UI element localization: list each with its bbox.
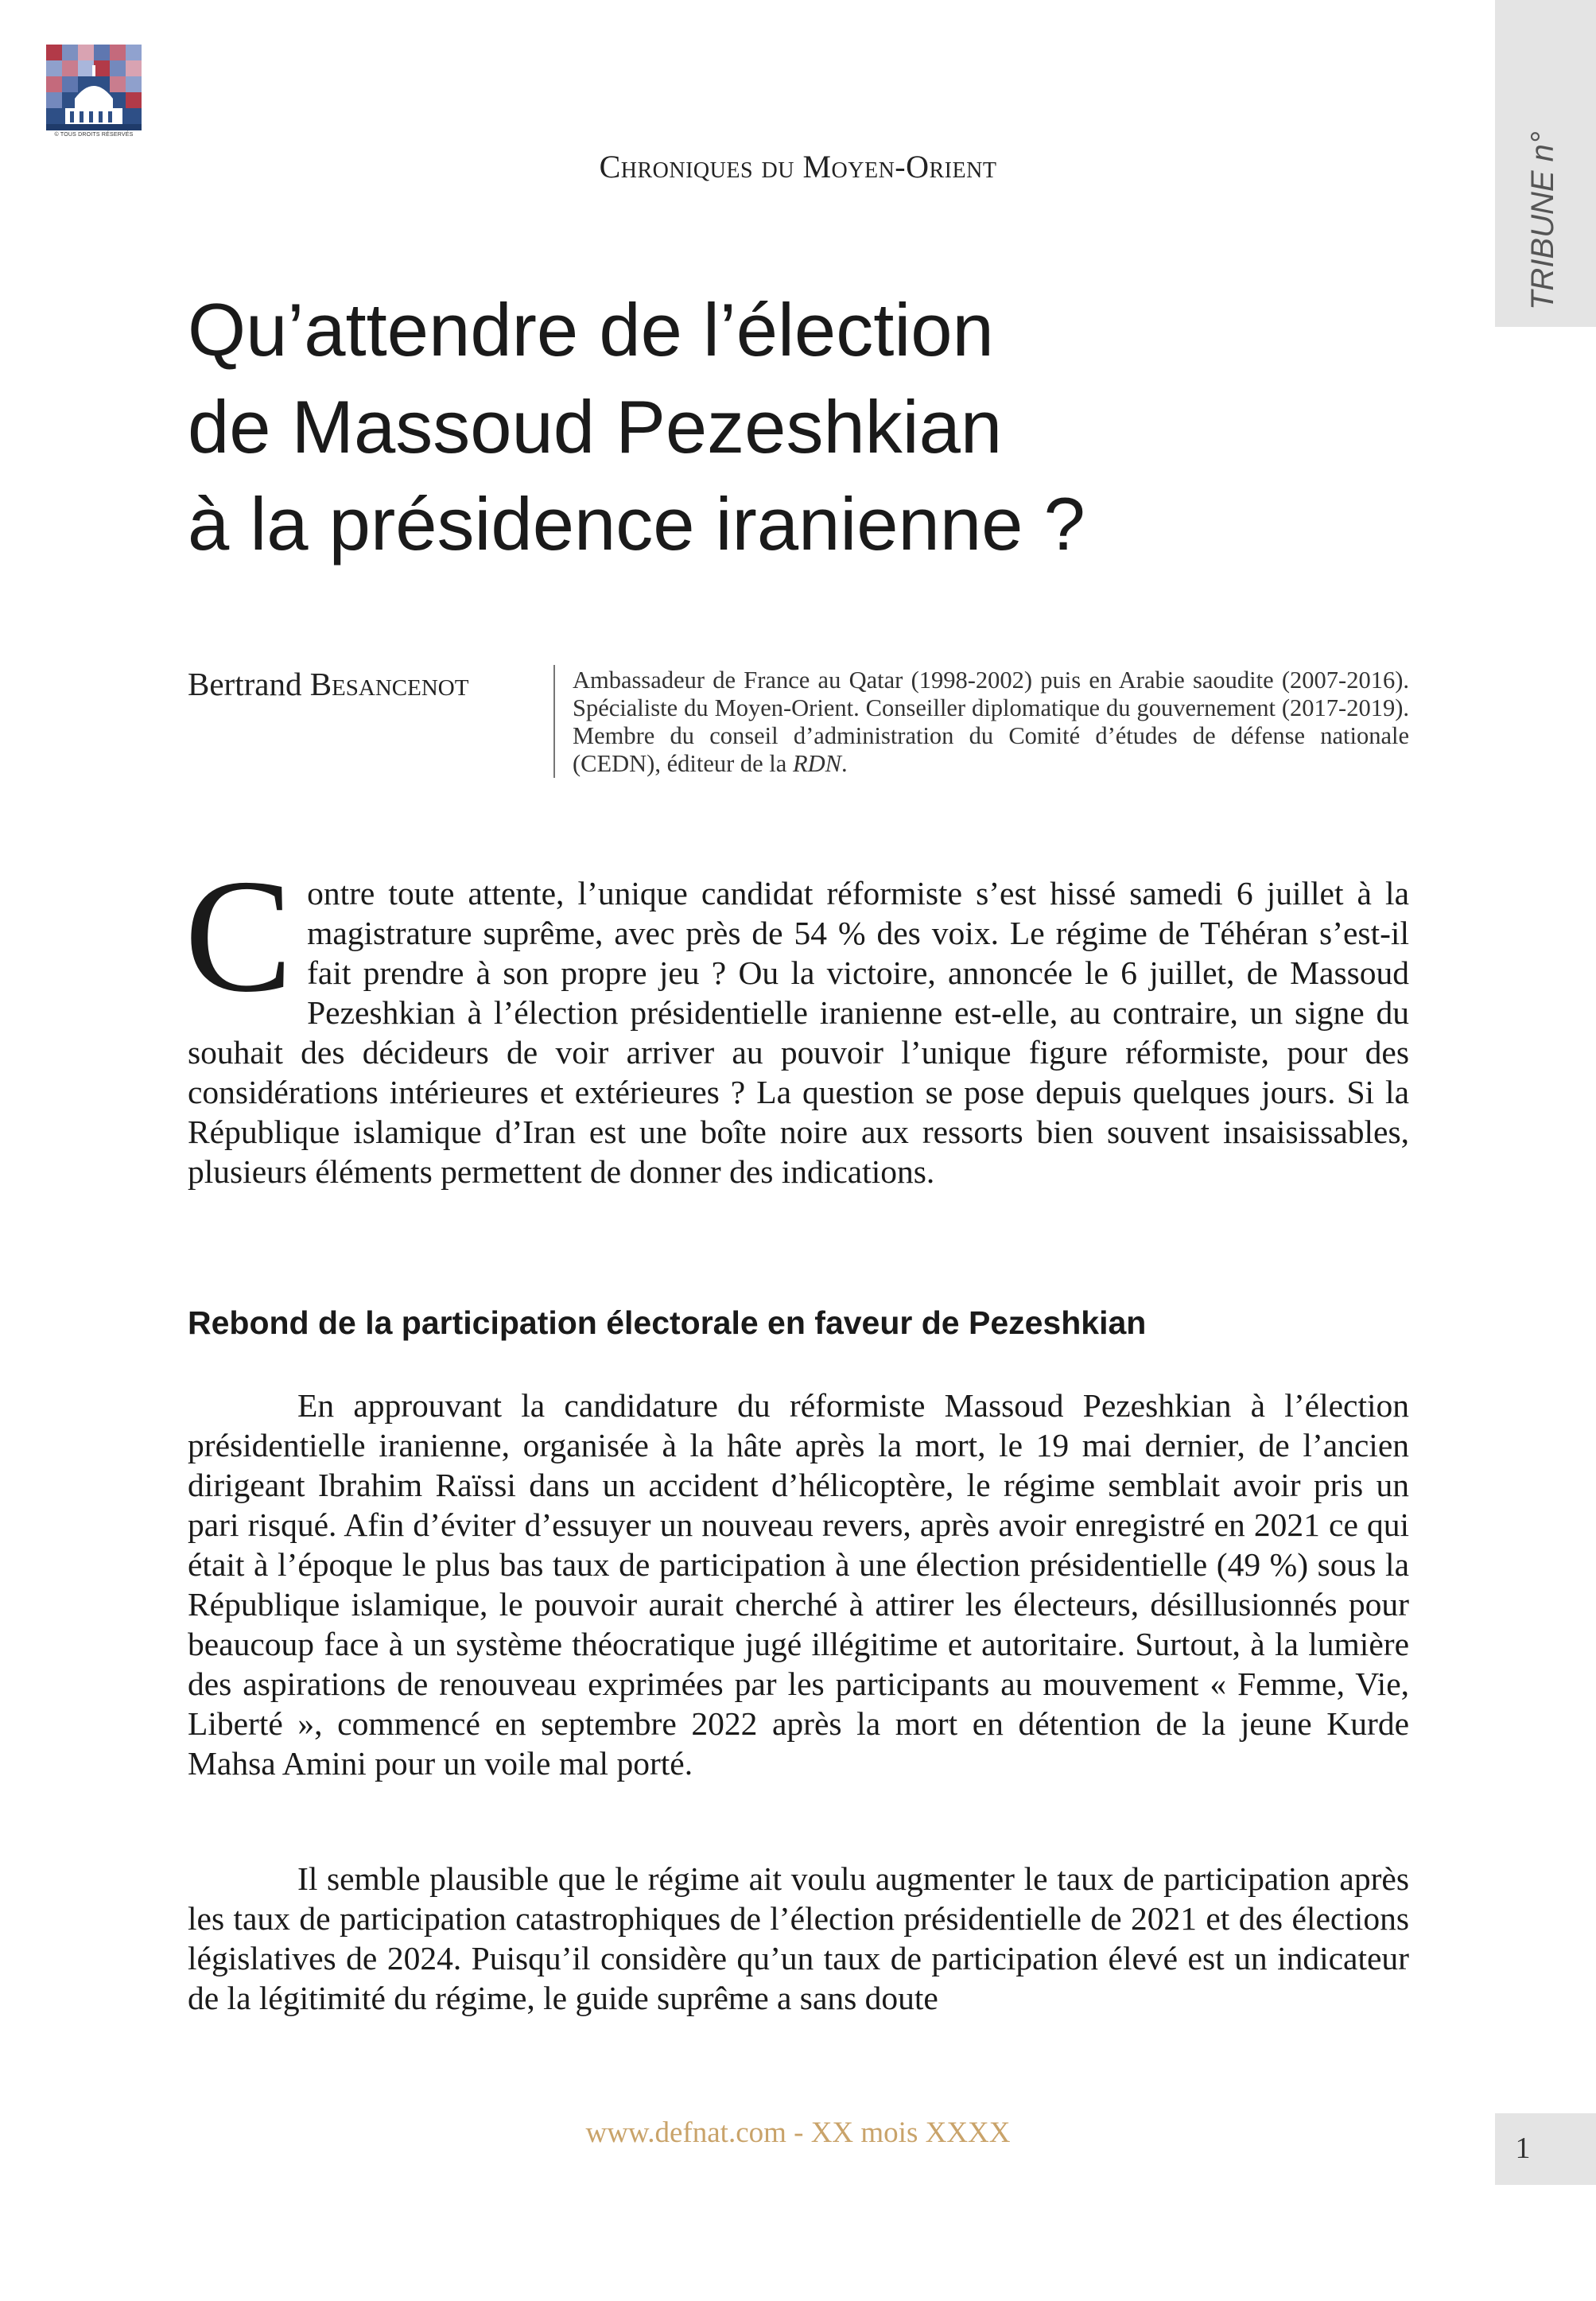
- drop-cap: C: [184, 846, 293, 1026]
- footer-link[interactable]: www.defnat.com - XX mois XXXX: [585, 2116, 1011, 2149]
- author-first-name: Bertrand: [188, 666, 302, 702]
- author-name: [188, 665, 468, 703]
- title-line: Qu’attendre de l’élection: [188, 288, 994, 371]
- logo-caption: © TOUS DROITS RÉSERVÉS: [54, 132, 134, 138]
- article-title: [188, 282, 1380, 573]
- title-line: à la présidence iranienne ?: [188, 482, 1085, 566]
- intro-text: ontre toute attente, l’unique candidat réformiste s’est hissé samedi 6 juillet à la magistrature suprême, avec près de 54 % des voix. Le régime de Téhéran s’est-il fait prendre à son propre jeu ? Ou la victoire, annoncée le 6 juillet, de Massoud Pezeshkian à l’élection présidentielle iranienne est-elle, au contraire, un signe du souhait des décideurs de voir arriver au pouvoir l’unique figure réformiste, pour des considérations intérieures et extérieures ? La question se pose depuis quelques jours. Si la République islamique d’Iran est une boîte noire aux ressorts bien souvent insaisissables, plusieurs éléments permettent de donner des indications.: [188, 875, 1409, 1190]
- author-last-name: Besancenot: [309, 666, 469, 702]
- side-tab-label: TRIBUNE n°: [1525, 131, 1560, 310]
- series-title: Chroniques du Moyen-Orient: [599, 149, 997, 185]
- paragraph-text: En approuvant la candidature du réformiste Massoud Pezeshkian à l’élection présidentielle iranienne, organisée à la hâte après la mort, le 19 mai dernier, de l’ancien dirigeant Ibrahim Raïssi dans un accident d’hélicoptère, le régime semblait avoir pris un pari risqué. Afin d’éviter d’essuyer un nouveau revers, après avoir enregistré en 2021 ce qui était à l’époque le plus bas taux de participation à une élection présidentielle (49 %) sous la République islamique, le pouvoir aurait cherché à attirer les électeurs, désillusionnés pour beaucoup face à un système théocratique jugé illégitime et autoritaire. Surtout, à la lumière des aspirations de renouveau exprimées par les participants au mouvement « Femme, Vie, Liberté », commencé en septembre 2022 après la mort en détention de la jeune Kurde Mahsa Amini pour un voile mal porté.: [188, 1387, 1409, 1782]
- section-heading: Rebond de la participation électorale en faveur de Pezeshkian: [188, 1304, 1147, 1341]
- body-paragraph: [188, 1859, 1409, 2018]
- dome-monument-logo-icon: [46, 45, 142, 130]
- body-paragraph: [188, 1386, 1409, 1783]
- publisher-logo: [46, 45, 142, 140]
- intro-paragraph: [184, 846, 1409, 1191]
- bio-divider: [553, 665, 555, 778]
- page-number-tab: [1495, 2113, 1596, 2185]
- paragraph-text: Il semble plausible que le régime ait voulu augmenter le taux de participation après les taux de participation catastrophiques de l’élection présidentielle de 2021 et des élections législatives de 2024. Puisqu’il considère qu’un taux de participation élevé est un indicateur de la légitimité du régime, le guide suprême a sans doute: [188, 1860, 1409, 2016]
- title-line: de Massoud Pezeshkian: [188, 385, 1003, 468]
- bio-emphasis: RDN: [792, 750, 841, 777]
- bio-end: .: [841, 750, 848, 777]
- bio-text: Ambassadeur de France au Qatar (1998-2002) puis en Arabie saoudite (2007-2016). Spécialiste du Moyen-Orient. Conseiller diplomatique du gouvernement (2017-2019). Membre du conseil d’administration du Comité d’études de défense nationale (CEDN), éditeur de la: [573, 667, 1409, 777]
- author-bio: [573, 667, 1409, 778]
- page-number: 1: [1515, 2132, 1531, 2165]
